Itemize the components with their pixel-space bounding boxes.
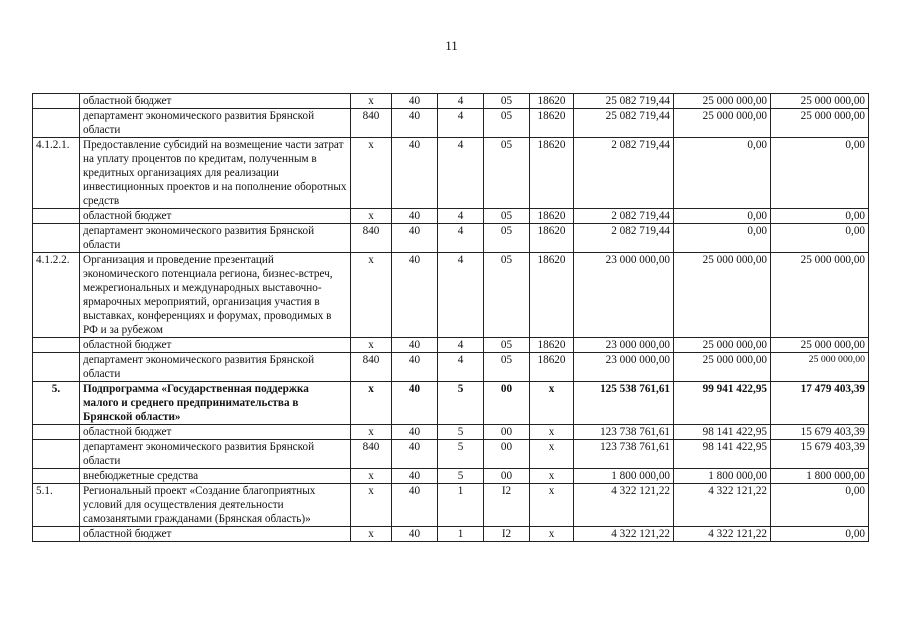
row-name-cell: областной бюджет bbox=[80, 338, 351, 353]
row-admin-code-cell: 840 bbox=[351, 353, 392, 382]
row-admin-code-cell: 840 bbox=[351, 224, 392, 253]
table-row bbox=[33, 425, 869, 440]
row-value-year2-cell: 4 322 121,22 bbox=[674, 484, 771, 527]
row-direction-code-cell: 18620 bbox=[530, 338, 574, 353]
row-name-cell: департамент экономического развития Брянской области bbox=[80, 440, 351, 469]
row-program-code-cell: 40 bbox=[392, 353, 438, 382]
row-subprogram-code-cell: 5 bbox=[438, 469, 484, 484]
row-subprogram-code-cell: 1 bbox=[438, 527, 484, 542]
row-value-year3-cell: 0,00 bbox=[771, 138, 869, 209]
row-value-year1-cell: 4 322 121,22 bbox=[574, 484, 674, 527]
row-admin-code-cell: х bbox=[351, 469, 392, 484]
row-event-code-cell: 00 bbox=[484, 382, 530, 425]
row-value-year2-cell: 4 322 121,22 bbox=[674, 527, 771, 542]
table-row bbox=[33, 224, 869, 253]
row-name-cell: департамент экономического развития Брянской области bbox=[80, 109, 351, 138]
table-row bbox=[33, 209, 869, 224]
row-code-cell: 5.1. bbox=[33, 484, 80, 527]
row-program-code-cell: 40 bbox=[392, 469, 438, 484]
row-value-year1-cell: 23 000 000,00 bbox=[574, 253, 674, 338]
row-subprogram-code-cell: 4 bbox=[438, 94, 484, 109]
row-direction-code-cell: х bbox=[530, 527, 574, 542]
row-code-cell bbox=[33, 527, 80, 542]
row-admin-code-cell: х bbox=[351, 94, 392, 109]
row-subprogram-code-cell: 4 bbox=[438, 338, 484, 353]
row-event-code-cell: I2 bbox=[484, 484, 530, 527]
row-value-year3-cell: 17 479 403,39 bbox=[771, 382, 869, 425]
row-event-code-cell: 00 bbox=[484, 469, 530, 484]
row-subprogram-code-cell: 4 bbox=[438, 224, 484, 253]
row-event-code-cell: 05 bbox=[484, 253, 530, 338]
row-name-cell: Предоставление субсидий на возмещение части затрат на уплату процентов по кредитам, полученным в кредитных организациях для реализации инвестиционных проектов и на пополнение оборотных средств bbox=[80, 138, 351, 209]
row-subprogram-code-cell: 4 bbox=[438, 253, 484, 338]
row-value-year3-cell: 25 000 000,00 bbox=[771, 109, 869, 138]
table-row bbox=[33, 353, 869, 382]
row-direction-code-cell: 18620 bbox=[530, 109, 574, 138]
table-row bbox=[33, 484, 869, 527]
row-admin-code-cell: 840 bbox=[351, 440, 392, 469]
row-value-year1-cell: 23 000 000,00 bbox=[574, 338, 674, 353]
row-value-year1-cell: 125 538 761,61 bbox=[574, 382, 674, 425]
row-event-code-cell: 05 bbox=[484, 94, 530, 109]
row-value-year3-cell: 25 000 000,00 bbox=[771, 353, 869, 382]
row-direction-code-cell: 18620 bbox=[530, 224, 574, 253]
row-code-cell: 4.1.2.2. bbox=[33, 253, 80, 338]
row-code-cell: 4.1.2.1. bbox=[33, 138, 80, 209]
row-program-code-cell: 40 bbox=[392, 527, 438, 542]
row-direction-code-cell: х bbox=[530, 425, 574, 440]
row-code-cell bbox=[33, 440, 80, 469]
row-subprogram-code-cell: 5 bbox=[438, 425, 484, 440]
row-name-cell: областной бюджет bbox=[80, 94, 351, 109]
row-name-cell: Подпрограмма «Государственная поддержка малого и среднего предпринимательства в Брянской области» bbox=[80, 382, 351, 425]
row-value-year1-cell: 123 738 761,61 bbox=[574, 425, 674, 440]
table-row bbox=[33, 109, 869, 138]
row-value-year3-cell: 25 000 000,00 bbox=[771, 253, 869, 338]
table-row bbox=[33, 253, 869, 338]
row-program-code-cell: 40 bbox=[392, 484, 438, 527]
row-subprogram-code-cell: 4 bbox=[438, 138, 484, 209]
row-program-code-cell: 40 bbox=[392, 224, 438, 253]
table-row bbox=[33, 440, 869, 469]
row-event-code-cell: 00 bbox=[484, 425, 530, 440]
row-value-year2-cell: 99 941 422,95 bbox=[674, 382, 771, 425]
row-value-year2-cell: 0,00 bbox=[674, 138, 771, 209]
row-direction-code-cell: х bbox=[530, 440, 574, 469]
row-subprogram-code-cell: 4 bbox=[438, 353, 484, 382]
table-row bbox=[33, 138, 869, 209]
row-admin-code-cell: х bbox=[351, 253, 392, 338]
row-program-code-cell: 40 bbox=[392, 209, 438, 224]
row-value-year1-cell: 1 800 000,00 bbox=[574, 469, 674, 484]
row-event-code-cell: 05 bbox=[484, 209, 530, 224]
row-value-year1-cell: 2 082 719,44 bbox=[574, 209, 674, 224]
table-row bbox=[33, 338, 869, 353]
row-code-cell bbox=[33, 109, 80, 138]
row-value-year3-cell: 0,00 bbox=[771, 209, 869, 224]
row-value-year3-cell: 0,00 bbox=[771, 484, 869, 527]
budget-table-body bbox=[33, 94, 869, 542]
row-value-year2-cell: 25 000 000,00 bbox=[674, 353, 771, 382]
row-code-cell bbox=[33, 353, 80, 382]
row-direction-code-cell: 18620 bbox=[530, 138, 574, 209]
row-name-cell: областной бюджет bbox=[80, 209, 351, 224]
row-subprogram-code-cell: 5 bbox=[438, 440, 484, 469]
row-event-code-cell: I2 bbox=[484, 527, 530, 542]
row-name-cell: департамент экономического развития Брянской области bbox=[80, 353, 351, 382]
row-value-year3-cell: 25 000 000,00 bbox=[771, 338, 869, 353]
row-admin-code-cell: х bbox=[351, 425, 392, 440]
row-code-cell bbox=[33, 209, 80, 224]
row-value-year1-cell: 25 082 719,44 bbox=[574, 94, 674, 109]
row-event-code-cell: 05 bbox=[484, 353, 530, 382]
budget-table bbox=[32, 93, 869, 542]
row-value-year1-cell: 2 082 719,44 bbox=[574, 224, 674, 253]
row-program-code-cell: 40 bbox=[392, 425, 438, 440]
row-value-year3-cell: 25 000 000,00 bbox=[771, 94, 869, 109]
row-event-code-cell: 05 bbox=[484, 138, 530, 209]
row-program-code-cell: 40 bbox=[392, 382, 438, 425]
row-direction-code-cell: 18620 bbox=[530, 353, 574, 382]
row-value-year3-cell: 15 679 403,39 bbox=[771, 425, 869, 440]
row-value-year2-cell: 98 141 422,95 bbox=[674, 425, 771, 440]
row-value-year2-cell: 25 000 000,00 bbox=[674, 94, 771, 109]
row-program-code-cell: 40 bbox=[392, 440, 438, 469]
row-admin-code-cell: х bbox=[351, 209, 392, 224]
row-value-year3-cell: 15 679 403,39 bbox=[771, 440, 869, 469]
row-value-year2-cell: 0,00 bbox=[674, 209, 771, 224]
table-row bbox=[33, 382, 869, 425]
row-value-year2-cell: 0,00 bbox=[674, 224, 771, 253]
row-name-cell: областной бюджет bbox=[80, 425, 351, 440]
row-code-cell bbox=[33, 94, 80, 109]
row-value-year1-cell: 4 322 121,22 bbox=[574, 527, 674, 542]
row-name-cell: Региональный проект «Создание благоприятных условий для осуществления деятельности самозанятыми гражданами (Брянская область)» bbox=[80, 484, 351, 527]
row-direction-code-cell: 18620 bbox=[530, 94, 574, 109]
row-value-year3-cell: 0,00 bbox=[771, 527, 869, 542]
row-admin-code-cell: 840 bbox=[351, 109, 392, 138]
row-direction-code-cell: 18620 bbox=[530, 209, 574, 224]
row-subprogram-code-cell: 5 bbox=[438, 382, 484, 425]
row-direction-code-cell: х bbox=[530, 484, 574, 527]
row-program-code-cell: 40 bbox=[392, 109, 438, 138]
table-row bbox=[33, 469, 869, 484]
row-value-year3-cell: 0,00 bbox=[771, 224, 869, 253]
table-row bbox=[33, 94, 869, 109]
row-value-year1-cell: 25 082 719,44 bbox=[574, 109, 674, 138]
row-program-code-cell: 40 bbox=[392, 338, 438, 353]
page-number: 11 bbox=[445, 38, 458, 53]
row-subprogram-code-cell: 4 bbox=[438, 109, 484, 138]
row-subprogram-code-cell: 4 bbox=[438, 209, 484, 224]
row-name-cell: Организация и проведение презентаций экономического потенциала региона, бизнес-встреч, межрегиональных и международных выставочно-ярмарочных мероприятий, организация участия в выставках, конференциях и форумах, проводимых в РФ и за рубежом bbox=[80, 253, 351, 338]
row-program-code-cell: 40 bbox=[392, 94, 438, 109]
row-admin-code-cell: х bbox=[351, 527, 392, 542]
row-event-code-cell: 05 bbox=[484, 338, 530, 353]
row-event-code-cell: 00 bbox=[484, 440, 530, 469]
row-value-year2-cell: 25 000 000,00 bbox=[674, 338, 771, 353]
row-value-year3-cell: 1 800 000,00 bbox=[771, 469, 869, 484]
row-program-code-cell: 40 bbox=[392, 253, 438, 338]
row-admin-code-cell: х bbox=[351, 138, 392, 209]
row-code-cell bbox=[33, 338, 80, 353]
row-direction-code-cell: х bbox=[530, 469, 574, 484]
row-code-cell bbox=[33, 224, 80, 253]
row-program-code-cell: 40 bbox=[392, 138, 438, 209]
row-name-cell: областной бюджет bbox=[80, 527, 351, 542]
table-row bbox=[33, 527, 869, 542]
row-value-year2-cell: 98 141 422,95 bbox=[674, 440, 771, 469]
row-direction-code-cell: х bbox=[530, 382, 574, 425]
row-event-code-cell: 05 bbox=[484, 109, 530, 138]
row-value-year1-cell: 2 082 719,44 bbox=[574, 138, 674, 209]
row-name-cell: департамент экономического развития Брянской области bbox=[80, 224, 351, 253]
row-admin-code-cell: х bbox=[351, 382, 392, 425]
row-event-code-cell: 05 bbox=[484, 224, 530, 253]
row-code-cell bbox=[33, 425, 80, 440]
row-value-year1-cell: 123 738 761,61 bbox=[574, 440, 674, 469]
row-name-cell: внебюджетные средства bbox=[80, 469, 351, 484]
row-direction-code-cell: 18620 bbox=[530, 253, 574, 338]
row-admin-code-cell: х bbox=[351, 484, 392, 527]
row-admin-code-cell: х bbox=[351, 338, 392, 353]
row-value-year2-cell: 25 000 000,00 bbox=[674, 253, 771, 338]
row-code-cell bbox=[33, 469, 80, 484]
row-value-year1-cell: 23 000 000,00 bbox=[574, 353, 674, 382]
row-code-cell: 5. bbox=[33, 382, 80, 425]
row-value-year2-cell: 25 000 000,00 bbox=[674, 109, 771, 138]
row-subprogram-code-cell: 1 bbox=[438, 484, 484, 527]
row-value-year2-cell: 1 800 000,00 bbox=[674, 469, 771, 484]
